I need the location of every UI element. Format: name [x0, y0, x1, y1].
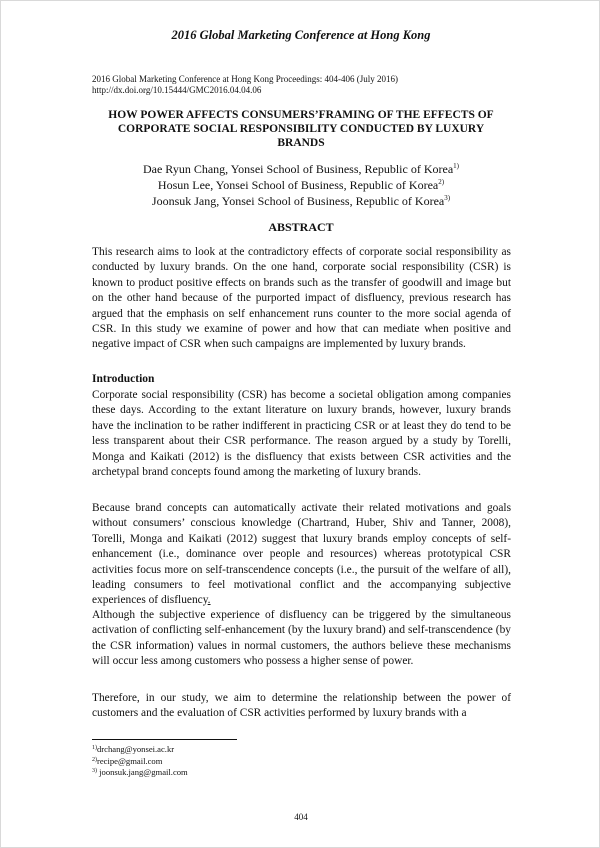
- proceedings-info: [92, 74, 512, 96]
- footnotes: [92, 744, 392, 779]
- author-list: [101, 161, 501, 209]
- footnote-marker: 2): [92, 756, 97, 763]
- abstract-text: This research aims to look at the contradictory effects of corporate social responsibility as conducted by luxury brands. On the one hand, corporate social responsibility (CSR) is known to product positive effects on brands such as the transfer of goodwill and image but on the other hand because of the purported impact of disfluency, previous research has argued that the emphasis on self enhancement runs counter to the more social agenda of CSR. In this study we examine of power and how that can mediate when positive and negative impact of CSR when such campaigns are implemented by luxury brands.: [92, 246, 511, 351]
- author-line: [101, 177, 501, 193]
- intro-paragraph-2: [92, 501, 511, 609]
- intro-paragraph-4: Therefore, in our study, we aim to determine the relationship between the power of customers and the evaluation of CSR activities performed by luxury brands with a: [92, 692, 511, 720]
- section-heading-introduction: Introduction: [92, 373, 155, 385]
- page-number: 404: [294, 812, 308, 822]
- intro-paragraph-2-end: .: [207, 594, 211, 607]
- footnote-marker: 2): [438, 178, 445, 186]
- footnote-marker: 3): [444, 194, 451, 202]
- author-affiliation: Joonsuk Jang, Yonsei School of Business, Republic of Korea: [151, 194, 445, 208]
- footnote: [92, 756, 392, 768]
- running-head: 2016 Global Marketing Conference at Hong Kong: [171, 28, 431, 42]
- footnote: [92, 767, 392, 779]
- doi-link[interactable]: http://dx.doi.org/10.15444/GMC2016.04.04.06: [92, 85, 262, 95]
- intro-paragraph-2-text: Because brand concepts can automatically activate their related motivations and goals without consumers’ conscious knowledge (Chartrand, Huber, Shiv and Tanner, 2008), Torelli, Monga and Kaikati (2012) suggest that luxury brands employ concepts of self-enhancement (i.e., dominance over people and resources) whereas prototypical CSR activities focus more on self-transcendence concepts (i.e., the pursuit of the welfare of all), leading consumers to feel motivational conflict and the accompanying subjective experiences of disfluency: [92, 502, 511, 607]
- author-line: [101, 193, 501, 209]
- author-line: [101, 161, 501, 177]
- footnote-email[interactable]: drchang@yonsei.ac.kr: [97, 744, 175, 754]
- paper-title: HOW POWER AFFECTS CONSUMERS’FRAMING OF THE EFFECTS OF CORPORATE SOCIAL RESPONSIBILITY CONDUCTED BY LUXURY BRANDS: [108, 109, 494, 149]
- proceedings-citation: 2016 Global Marketing Conference at Hong Kong Proceedings: 404-406 (July 2016): [92, 74, 398, 84]
- author-affiliation: Dae Ryun Chang, Yonsei School of Business, Republic of Korea: [142, 162, 454, 176]
- footnote-marker: 3): [92, 768, 97, 774]
- intro-paragraph-1: Corporate social responsibility (CSR) has become a societal obligation among companies these days. According to the extant literature on luxury brands, however, luxury brands have the inclination to be rather indifferent in practicing CSR or at least they do tend to be less transparent about their CSR performance. The reason argued by a study by Torelli, Monga and Kaikati (2012) is the disfluency that exists between CSR activities and the archetypal brand concepts found among the marketing of luxury brands.: [92, 389, 511, 479]
- abstract-heading: ABSTRACT: [268, 220, 334, 234]
- footnote: [92, 744, 392, 756]
- footnote-divider: [92, 739, 237, 740]
- footnote-marker: 1): [453, 162, 459, 170]
- author-affiliation: Hosun Lee, Yonsei School of Business, Republic of Korea: [157, 178, 439, 192]
- intro-paragraph-3: Although the subjective experience of disfluency can be triggered by the simultaneous activation of conflicting self-enhancement (by the luxury brand) and self-transcendence (by the CSR information) values in normal customers, the authors believe these mechanisms will occur less among customers who possess a higher sense of power.: [92, 609, 511, 668]
- footnote-email[interactable]: recipe@gmail.com: [97, 755, 163, 766]
- footnote-marker: 1): [92, 745, 97, 751]
- footnote-email[interactable]: joonsuk.jang@gmail.com: [97, 767, 188, 777]
